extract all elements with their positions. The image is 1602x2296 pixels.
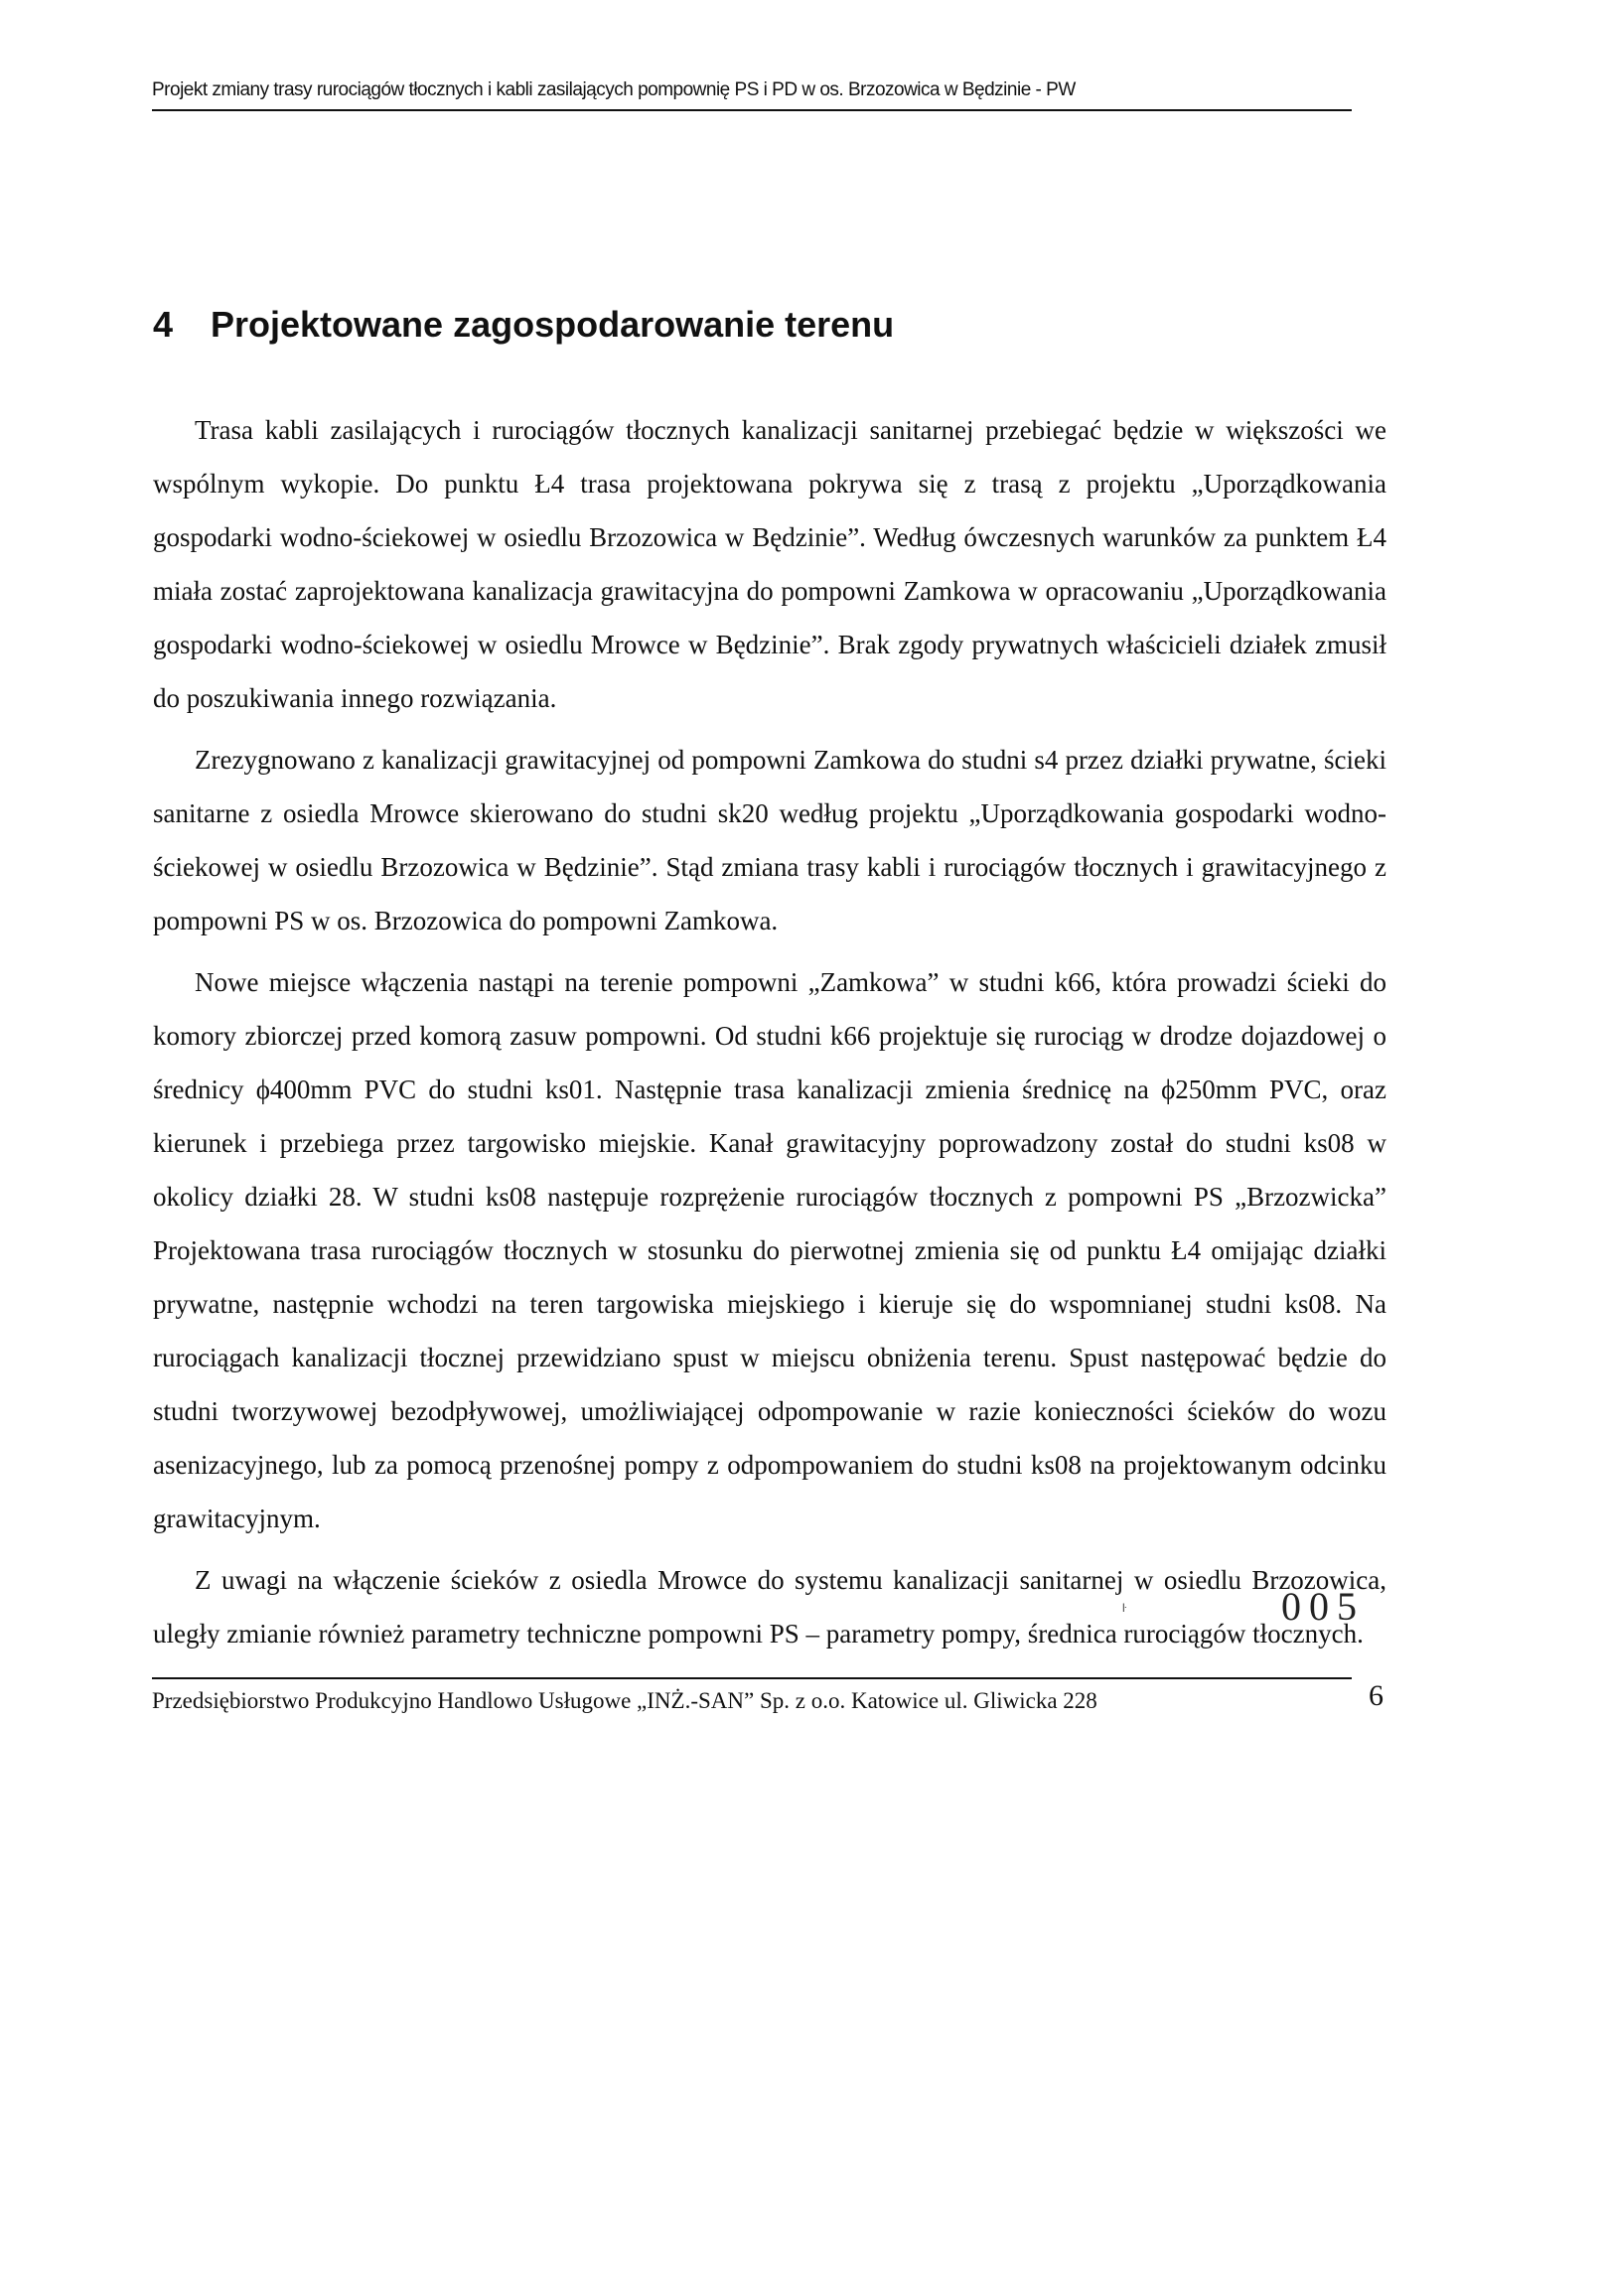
body-text <box>153 403 1386 1668</box>
footer-company: Przedsiębiorstwo Produkcyjno Handlowo Usługowe „INŻ.-SAN” Sp. z o.o. Katowice ul. Gliwicka 228 <box>152 1688 1097 1713</box>
stamp-mark: ŀ <box>1122 1601 1127 1615</box>
section-heading <box>153 303 894 347</box>
paragraph: Zrezygnowano z kanalizacji grawitacyjnej od pompowni Zamkowa do studni s4 przez działki prywatne, ścieki sanitarne z osiedla Mrowce skierowano do studni sk20 według projektu „Uporządkowania gospodarki wodno-ściekowej w osiedlu Brzozowica w Będzinie”. Stąd zmiana trasy kabli i rurociągów tłocznych i grawitacyjnego z pompowni PS w os. Brzozowica do pompowni Zamkowa. <box>153 745 1386 935</box>
paragraph: Trasa kabli zasilających i rurociągów tłocznych kanalizacji sanitarnej przebiegać będzie w większości we wspólnym wykopie. Do punktu Ł4 trasa projektowana pokrywa się z trasą z projektu „Uporządkowania gospodarki wodno-ściekowej w osiedlu Brzozowica w Będzinie”. Według ówczesnych warunków za punktem Ł4 miała zostać zaprojektowana kanalizacja grawitacyjna do pompowni Zamkowa w opracowaniu „Uporządkowania gospodarki wodno-ściekowej w osiedlu Mrowce w Będzinie”. Brak zgody prywatnych właścicieli działek zmusił do poszukiwania innego rozwiązania. <box>153 415 1386 713</box>
section-title: Projektowane zagospodarowanie terenu <box>211 304 895 345</box>
page-number: 6 <box>1369 1679 1384 1712</box>
paragraph: Nowe miejsce włączenia nastąpi na terenie pompowni „Zamkowa” w studni k66, która prowadzi ścieki do komory zbiorczej przed komorą zasuw pompowni. Od studni k66 projektuje się rurociąg w drodze dojazdowej o średnicy ϕ400mm PVC do studni ks01. Następnie trasa kanalizacji zmienia średnicę na ϕ250mm PVC, oraz kierunek i przebiega przez targowisko miejskie. Kanał grawitacyjny poprowadzony został do studni ks08 w okolicy działki 28. W studni ks08 następuje rozprężenie rurociągów tłocznych z pompowni PS „Brzozwicka” Projektowana trasa rurociągów tłocznych w stosunku do pierwotnej zmienia się od punktu Ł4 omijając działki prywatne, następnie wchodzi na teren targowiska miejskiego i kieruje się do wspomnianej studni ks08. Na rurociągach kanalizacji tłocznej przewidziano spust w miejscu obniżenia terenu. Spust następować będzie do studni tworzywowej bezodpływowej, umożliwiającej odpompowanie w razie konieczności ścieków do wozu asenizacyjnego, lub za pomocą przenośnej pompy z odpompowaniem do studni ks08 na projektowanym odcinku grawitacyjnym. <box>153 967 1386 1533</box>
sheet-stamp-number: 005 <box>1281 1584 1365 1629</box>
footer-rule <box>152 1677 1352 1679</box>
header-rule <box>152 109 1352 111</box>
paragraph: Z uwagi na włączenie ścieków z osiedla Mrowce do systemu kanalizacji sanitarnej w osiedlu Brzozowica, uległy zmianie również parametry techniczne pompowni PS – parametry pompy, średnica rurociągów tłocznych. <box>153 1565 1386 1649</box>
section-number: 4 <box>153 304 174 345</box>
running-header: Projekt zmiany trasy rurociągów tłocznych i kabli zasilających pompownię PS i PD w os. Brzozowica w Będzinie - PW <box>152 79 1076 100</box>
